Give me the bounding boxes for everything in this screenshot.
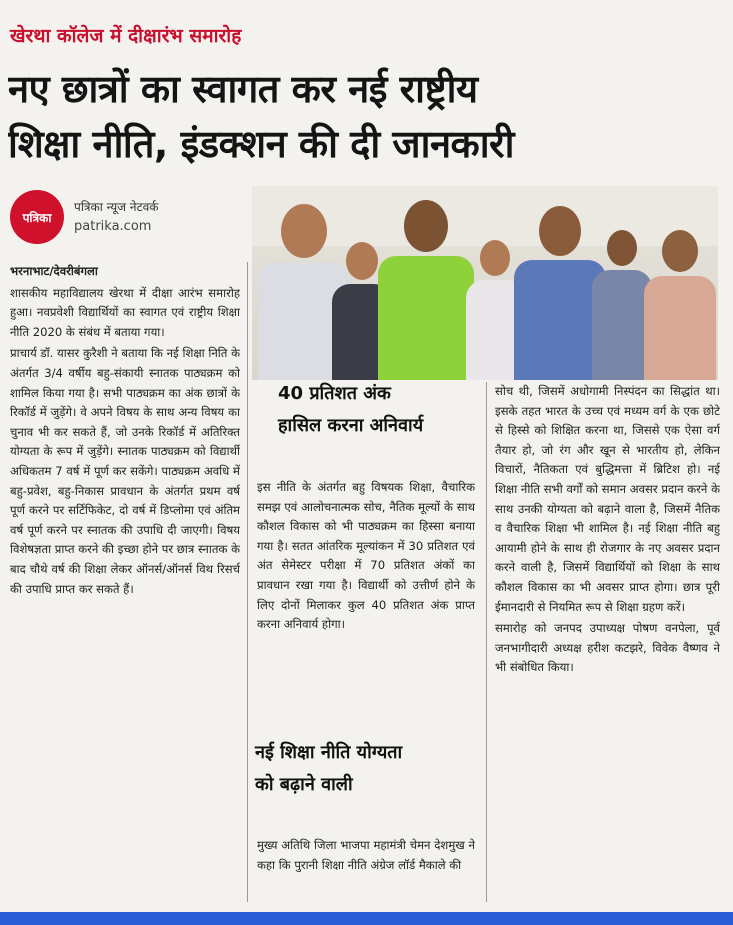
- logo-text: पत्रिका: [22, 210, 52, 225]
- subheading-40-percent: [278, 378, 423, 442]
- paragraph: सोच थी, जिसमें अधोगामी निस्पंदन का सिद्धांत था। इसके तहत भारत के उच्च एवं मध्यम वर्ग के एक छोटे से हिस्से को शिक्षित करना था, जिससे एक ऐसा वर्ग तैयार हो, जो रंग और खून से भारतीय हो, लेकिन विचारों, नैतिकता एवं बुद्धिमत्ता में ब्रिटिश हो। नई शिक्षा नीति सभी वर्गों को समान अवसर प्रदान करने के साथ उनकी योग्यता को बढ़ाने वाला है, जिसमें नैतिक व वैचारिक शिक्षा भी शामिल है। नई शिक्षा नीति बहु आयामी होने के साथ ही रोजगार के नए अवसर प्रदान करने वाली है, जिसमें विद्यार्थियों को शिक्षा के साथ कौशल विकास का भी अवसर प्राप्त होगा। छात्र पूरी ईमानदारी से नियमित रूप से शिक्षा ग्रहण करें।: [495, 384, 720, 614]
- photo-person: [644, 230, 716, 380]
- news-photo: [252, 186, 718, 380]
- kicker-heading: खेरथा कॉलेज में दीक्षारंभ समारोह: [10, 25, 242, 47]
- headline: [8, 62, 728, 172]
- subheading-new-policy: [255, 737, 402, 801]
- paragraph: प्राचार्य डॉ. यासर कुरैशी ने बताया कि नई शिक्षा निति के अंतर्गत 3/4 वर्षीय बहु-संकायी स्नातक पाठ्यक्रम को शामिल किया गया है। सभी पाठ्यक्रम का अंक छात्रों के रिकॉर्ड में जुड़ेंगे। वे अपने विषय के साथ अन्य विषय का चुनाव भी कर सकते हैं, जो उनके रिकॉर्ड में अतिरिक्त योग्यता के रूप में जुड़ेंगे। स्नातक पाठ्यक्रम को विद्यार्थी अधिकतम 7 वर्ष में पूर्ण कर सकेंगे। पाठ्यक्रम अवधि में बहु-प्रवेश, बहु-निकास प्रावधान के अंतर्गत प्रथम वर्ष पूर्ण करने पर सर्टिफिकेट, दो वर्ष में डिप्लोमा एवं अंतिम वर्ष पूर्ण करने पर स्नातक की उपाधि दी जाएगी। विषय विशेषज्ञता प्राप्त करने की इच्छा होने पर छात्र स्नातक के बाद चौथे वर्ष की शिक्षा लेकर ऑनर्स/ऑनर्स विथ रिसर्च की उपाधि प्राप्त कर सकते हैं।: [10, 346, 240, 596]
- patrika-logo: [10, 190, 64, 244]
- paragraph: शासकीय महाविद्यालय खेरथा में दीक्षा आरंभ समारोह हुआ। नवप्रवेशी विद्यार्थियों का स्वागत एवं राष्ट्रीय शिक्षा नीति 2020 के संबंध में बताया गया।: [10, 285, 240, 339]
- dateline-place: भरनाभाट/देवरीबंगला: [10, 264, 98, 278]
- column-rule: [486, 382, 487, 902]
- paragraph: इस नीति के अंतर्गत बहु विषयक शिक्षा, वैचारिक समझ एवं आलोचनात्मक सोच, नैतिक मूल्यों के साथ कौशल विकास को भी पाठ्यक्रम का हिस्सा बनाया गया है। सतत आंतरिक मूल्यांकन में 30 प्रतिशत एवं अंत सेमेस्टर परीक्षा में 70 प्रतिशत अंकों का प्रावधान रखा गया है। विद्यार्थी को उत्तीर्ण होने के लिए दोनों मिलाकर कुल 40 प्रतिशत अंक प्राप्त करना अनिवार्य होगा।: [257, 480, 475, 632]
- column-2: [257, 478, 475, 728]
- subheading-line: को बढ़ाने वाली: [255, 774, 353, 795]
- byline-network: पत्रिका न्यूज नेटवर्क: [74, 200, 159, 214]
- subheading-line: 40 प्रतिशत अंक: [278, 383, 391, 404]
- column-rule: [247, 262, 248, 902]
- column-1: [10, 262, 240, 902]
- byline-text: [74, 197, 159, 237]
- column-2-continued: [257, 836, 475, 902]
- headline-line-1: नए छात्रों का स्वागत कर नई राष्ट्रीय: [8, 67, 478, 111]
- paragraph: मुख्य अतिथि जिला भाजपा महामंत्री चेमन देशमुख ने कहा कि पुरानी शिक्षा नीति अंग्रेज लॉर्ड मैकाले की: [257, 838, 475, 872]
- photo-person: [378, 200, 474, 380]
- byline-site: patrika.com: [74, 219, 152, 234]
- byline: [10, 190, 159, 244]
- subheading-line: नई शिक्षा नीति योग्यता: [255, 742, 403, 763]
- subheading-line: हासिल करना अनिवार्य: [278, 415, 424, 436]
- paragraph: समारोह को जनपद उपाध्यक्ष पोषण वनपेला, पूर्व जनभागीदारी अध्यक्ष हरीश कटझरे, विवेक वैष्णव ने भी संबोधित किया।: [495, 621, 720, 675]
- column-3: [495, 382, 720, 902]
- headline-line-2: शिक्षा नीति, इंडक्शन की दी जानकारी: [8, 122, 514, 166]
- bottom-bar: [0, 912, 733, 925]
- photo-person: [592, 230, 652, 380]
